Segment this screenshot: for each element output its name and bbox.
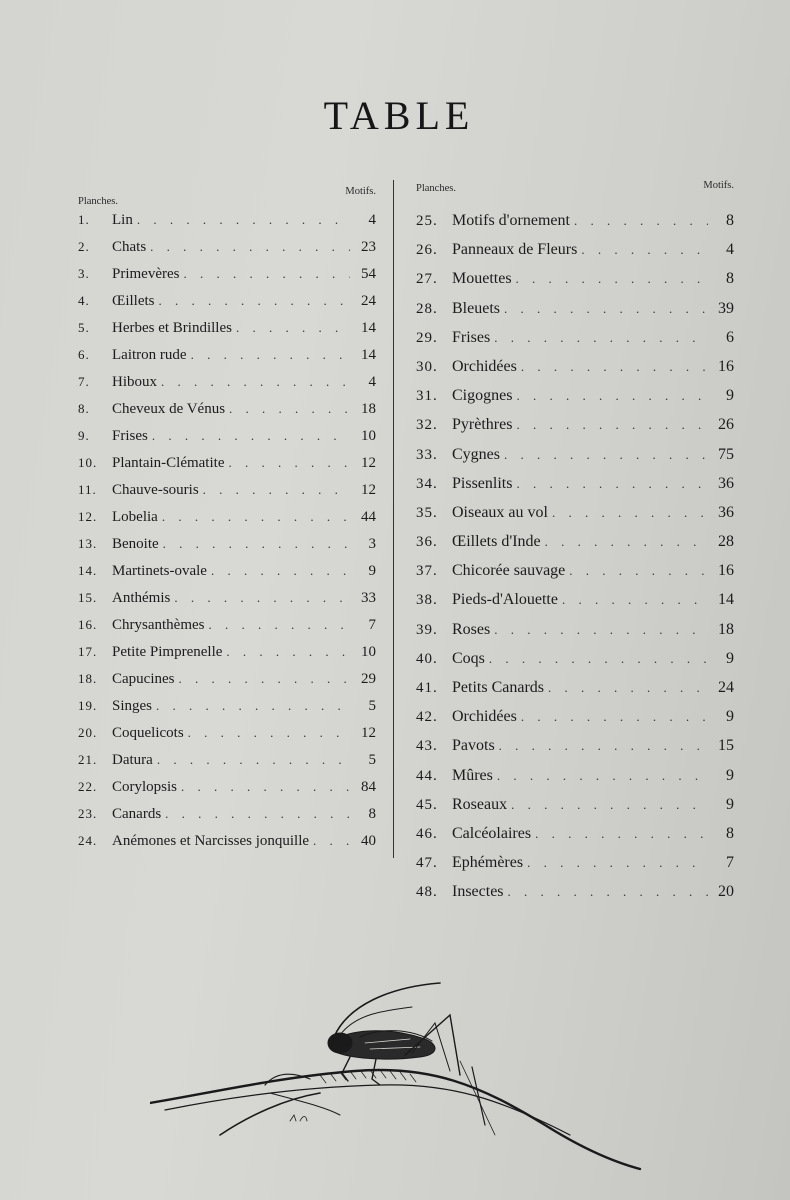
plate-name: Datura (112, 752, 153, 768)
plate-name: Hiboux (112, 374, 157, 390)
plate-name: Ephémères (452, 854, 524, 872)
plate-number: 6. (78, 347, 90, 362)
dot-leader (544, 673, 708, 702)
motifs-count: 24 (361, 293, 376, 309)
dot-leader (177, 773, 350, 800)
plate-number: 34. (416, 475, 438, 492)
list-item (416, 498, 734, 527)
dot-leader (152, 692, 350, 719)
plate-name: Motifs d'ornement (452, 212, 570, 229)
motifs-count: 8 (368, 806, 376, 822)
list-item (78, 503, 376, 530)
list-item (78, 260, 376, 287)
dot-leader (179, 260, 350, 287)
dot-leader (309, 827, 350, 854)
plate-number: 5. (78, 320, 90, 335)
motifs-count: 9 (726, 795, 734, 813)
motifs-count: 9 (726, 708, 734, 726)
plate-number: 25. (416, 213, 438, 229)
plate-number: 22. (78, 779, 98, 794)
list-item (416, 556, 734, 585)
plate-name: Calcéolaires (452, 824, 532, 842)
list-item (78, 584, 376, 611)
list-item (416, 323, 734, 352)
list-item (416, 644, 734, 673)
plate-number: 38. (416, 592, 438, 609)
plate-name: Chicorée sauvage (452, 562, 566, 580)
motifs-count: 16 (718, 357, 734, 375)
dot-leader (157, 368, 350, 395)
list-item (416, 235, 734, 264)
plate-name: Mûres (452, 766, 493, 784)
motifs-count: 5 (368, 752, 376, 768)
dot-leader (495, 731, 708, 760)
dot-leader (517, 702, 708, 731)
list-item (416, 381, 734, 410)
plate-number: 20. (78, 725, 98, 740)
list-item (416, 352, 734, 381)
plate-name: Chrysanthèmes (112, 617, 205, 633)
motifs-count: 3 (368, 536, 376, 552)
motifs-count: 7 (726, 854, 734, 872)
list-item (78, 665, 376, 692)
entry-list-left (78, 206, 376, 854)
list-item (78, 692, 376, 719)
plate-name: Orchidées (452, 357, 517, 375)
motifs-count: 40 (361, 833, 376, 849)
plate-number: 43. (416, 738, 438, 755)
plate-number: 41. (416, 680, 438, 696)
plate-number: 12. (78, 509, 98, 524)
motifs-header: Motifs. (703, 180, 734, 191)
dot-leader (207, 557, 350, 584)
plate-name: Martinets-ovale (112, 563, 207, 579)
dot-leader (170, 584, 350, 611)
plate-name: Mouettes (452, 270, 512, 288)
dot-leader (161, 800, 350, 827)
plate-name: Lin (112, 212, 133, 228)
motifs-header: Motifs. (345, 186, 376, 197)
motifs-count: 18 (718, 620, 734, 638)
motifs-count: 18 (361, 401, 376, 417)
plate-name: Pyrèthres (452, 416, 513, 434)
motifs-count: 15 (718, 737, 734, 755)
dot-leader (504, 877, 708, 906)
column-divider (393, 180, 394, 858)
dot-leader (133, 206, 350, 233)
dot-leader (485, 644, 708, 673)
list-item (78, 314, 376, 341)
plate-number: 2. (78, 239, 90, 254)
list-item (78, 530, 376, 557)
motifs-count: 26 (718, 416, 734, 434)
motifs-count: 14 (718, 591, 734, 609)
motifs-count: 10 (361, 644, 376, 660)
motifs-count: 14 (361, 320, 376, 336)
dot-leader (577, 235, 708, 264)
motifs-count: 39 (718, 299, 734, 317)
plate-number: 10. (78, 455, 98, 470)
list-item (78, 800, 376, 827)
plate-number: 30. (416, 358, 438, 375)
list-item (78, 368, 376, 395)
plate-number: 36. (416, 534, 438, 551)
list-item (416, 761, 734, 790)
motifs-count: 8 (726, 824, 734, 842)
motifs-count: 23 (361, 239, 376, 255)
list-item (416, 206, 734, 235)
plate-name: Chats (112, 239, 147, 255)
dot-leader (558, 585, 708, 614)
list-item (78, 449, 376, 476)
list-item (78, 206, 376, 233)
plate-name: Pieds-d'Alouette (452, 591, 558, 609)
plate-name: Singes (112, 698, 153, 714)
dot-leader (199, 476, 350, 503)
plate-name: Petits Canards (452, 679, 544, 696)
planches-header: Planches. (416, 183, 456, 194)
column-header (78, 178, 376, 206)
motifs-count: 36 (718, 503, 734, 521)
plate-name: Cygnes (452, 445, 500, 463)
plate-number: 33. (416, 446, 438, 463)
motifs-count: 9 (726, 766, 734, 784)
plate-name: Primevères (112, 266, 180, 282)
plate-number: 27. (416, 271, 438, 288)
plate-number: 31. (416, 388, 438, 405)
dot-leader (153, 746, 350, 773)
plate-name: Roses (452, 620, 491, 638)
motifs-count: 24 (718, 679, 734, 696)
motifs-count: 12 (361, 482, 376, 498)
list-item (416, 410, 734, 439)
plate-number: 47. (416, 855, 438, 872)
dot-leader (155, 287, 350, 314)
plate-name: Roseaux (452, 795, 508, 813)
plate-name: Canards (112, 806, 162, 822)
plate-number: 21. (78, 752, 98, 767)
plate-number: 7. (78, 374, 90, 389)
plate-name: Chauve-souris (112, 482, 199, 498)
plate-number: 18. (78, 671, 98, 686)
plate-number: 19. (78, 698, 98, 713)
plate-name: Lobelia (112, 509, 158, 525)
list-item (416, 673, 734, 702)
dot-leader (507, 790, 708, 819)
motifs-count: 54 (361, 266, 376, 282)
plate-number: 4. (78, 293, 90, 308)
plate-number: 46. (416, 825, 438, 842)
plate-number: 1. (78, 212, 90, 227)
plate-number: 39. (416, 621, 438, 638)
motifs-count: 84 (361, 779, 376, 795)
dot-leader (232, 314, 350, 341)
plate-number: 48. (416, 884, 438, 901)
dot-leader (512, 469, 708, 498)
motifs-count: 16 (718, 562, 734, 580)
motifs-count: 20 (718, 883, 734, 901)
plate-number: 45. (416, 796, 438, 813)
plate-number: 16. (78, 617, 98, 632)
motifs-count: 4 (726, 241, 734, 259)
dot-leader (187, 341, 350, 368)
list-item (78, 341, 376, 368)
dot-leader (158, 503, 350, 530)
plate-name: Pavots (452, 737, 495, 755)
list-item (78, 719, 376, 746)
list-item (78, 746, 376, 773)
motifs-count: 44 (361, 509, 376, 525)
dot-leader (512, 410, 708, 439)
plate-name: Corylopsis (112, 779, 178, 795)
dot-leader (204, 611, 350, 638)
motifs-count: 14 (361, 347, 376, 363)
motifs-count: 4 (368, 374, 376, 390)
motifs-count: 28 (718, 533, 734, 551)
list-item (416, 264, 734, 293)
plate-number: 28. (416, 300, 438, 317)
list-item (416, 819, 734, 848)
dot-leader (146, 233, 350, 260)
dot-leader (490, 615, 708, 644)
motifs-count: 9 (726, 649, 734, 667)
plate-name: Herbes et Brindilles (112, 320, 232, 336)
list-item (416, 877, 734, 906)
plate-name: Frises (112, 428, 148, 444)
plate-number: 29. (416, 329, 438, 346)
list-item (416, 294, 734, 323)
plate-name: Orchidées (452, 708, 517, 726)
motifs-count: 8 (726, 270, 734, 288)
motifs-count: 12 (361, 455, 376, 471)
plate-name: Anthémis (112, 590, 171, 606)
motifs-count: 36 (718, 474, 734, 492)
plate-name: Pissenlits (452, 474, 513, 492)
list-item (78, 476, 376, 503)
motifs-count: 7 (368, 617, 376, 633)
dot-leader (222, 638, 350, 665)
dot-leader (148, 422, 350, 449)
list-item (78, 557, 376, 584)
list-item (78, 395, 376, 422)
plate-name: Panneaux de Fleurs (452, 241, 578, 259)
list-item (416, 585, 734, 614)
plate-number: 37. (416, 563, 438, 580)
plate-name: Bleuets (452, 299, 500, 317)
plate-number: 3. (78, 266, 90, 281)
plate-name: Cigognes (452, 387, 513, 405)
dot-leader (493, 761, 708, 790)
motifs-count: 5 (368, 698, 376, 714)
dot-leader (500, 440, 708, 469)
dot-leader (548, 498, 708, 527)
dot-leader (541, 527, 708, 556)
list-item (78, 287, 376, 314)
dot-leader (523, 848, 708, 877)
list-item (416, 440, 734, 469)
plate-number: 44. (416, 767, 438, 784)
motifs-count: 6 (726, 328, 734, 346)
list-item (416, 702, 734, 731)
motifs-count: 12 (361, 725, 376, 741)
list-item (78, 638, 376, 665)
list-item (78, 773, 376, 800)
insect-on-grass-illustration (150, 975, 650, 1175)
entry-list-right (416, 206, 734, 907)
plate-number: 40. (416, 650, 438, 667)
plate-name: Plantain-Clématite (112, 455, 225, 471)
plate-number: 23. (78, 806, 98, 821)
plate-number: 15. (78, 590, 98, 605)
dot-leader (517, 352, 708, 381)
motifs-count: 9 (726, 387, 734, 405)
plate-name: Insectes (452, 883, 504, 901)
list-item (416, 615, 734, 644)
dot-leader (500, 294, 708, 323)
plate-number: 26. (416, 242, 438, 259)
dot-leader (512, 264, 708, 293)
plate-number: 11. (78, 482, 97, 497)
dot-leader (224, 449, 350, 476)
plate-number: 24. (78, 833, 98, 848)
plate-name: Œillets d'Inde (452, 533, 541, 551)
plate-number: 17. (78, 644, 98, 659)
dot-leader (184, 719, 350, 746)
plate-number: 42. (416, 709, 438, 726)
plate-number: 13. (78, 536, 98, 551)
plate-number: 32. (416, 417, 438, 434)
page-title: TABLE (323, 93, 475, 138)
motifs-count: 10 (361, 428, 376, 444)
dot-leader (490, 323, 708, 352)
dot-leader (174, 665, 350, 692)
plate-name: Frises (452, 328, 491, 346)
planches-header: Planches. (78, 196, 118, 207)
plate-name: Coquelicots (112, 725, 184, 741)
plate-number: 8. (78, 401, 90, 416)
motifs-count: 4 (368, 212, 376, 228)
list-item (416, 527, 734, 556)
motifs-count: 33 (361, 590, 376, 606)
dot-leader (565, 556, 708, 585)
motifs-count: 75 (718, 445, 734, 463)
dot-leader (225, 395, 350, 422)
motifs-count: 9 (368, 563, 376, 579)
dot-leader (531, 819, 708, 848)
plate-name: Capucines (112, 671, 175, 687)
motifs-count: 8 (726, 212, 734, 229)
list-item (78, 827, 376, 854)
plate-name: Anémones et Narcisses jonquille (112, 833, 310, 849)
plate-number: 35. (416, 504, 438, 521)
dot-leader (570, 206, 708, 235)
list-item (78, 422, 376, 449)
plate-name: Laitron rude (112, 347, 187, 363)
plate-name: Petite Pimprenelle (112, 644, 223, 660)
plate-name: Oiseaux au vol (452, 503, 548, 521)
column-header (416, 178, 734, 206)
plate-name: Coqs (452, 649, 485, 667)
plate-name: Œillets (112, 293, 155, 309)
motifs-count: 29 (361, 671, 376, 687)
dot-leader (159, 530, 350, 557)
plate-number: 14. (78, 563, 98, 578)
list-item (416, 848, 734, 877)
contents-column-right (416, 178, 734, 907)
plate-name: Cheveux de Vénus (112, 401, 226, 417)
list-item (416, 790, 734, 819)
list-item (416, 731, 734, 760)
contents-column-left (78, 178, 376, 854)
dot-leader (512, 381, 708, 410)
list-item (78, 611, 376, 638)
plate-number: 9. (78, 428, 90, 443)
plate-name: Benoite (112, 536, 159, 552)
list-item (78, 233, 376, 260)
list-item (416, 469, 734, 498)
